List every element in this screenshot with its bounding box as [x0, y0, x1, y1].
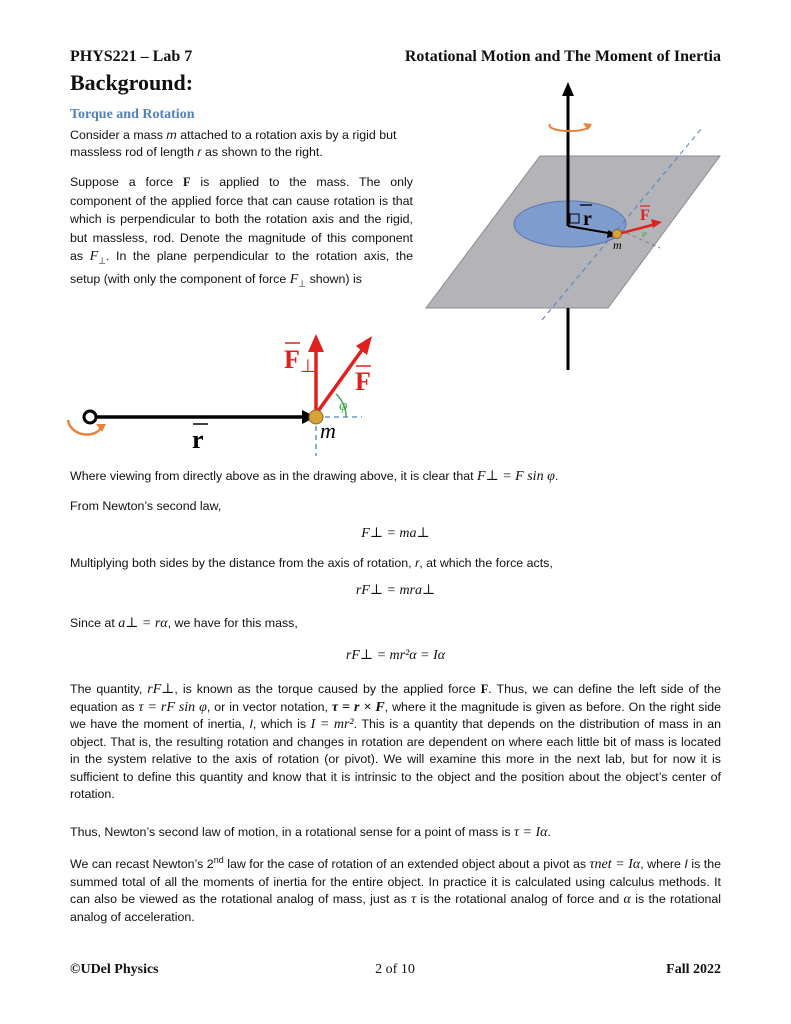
math-run: τ = Iα — [514, 825, 548, 840]
rotation-arrow-icon — [550, 124, 590, 131]
equation-2: rF⊥ = mra⊥ — [355, 583, 436, 598]
vector-F: F — [182, 175, 191, 189]
paragraph-multiply — [70, 555, 721, 572]
perp-subscript: ⊥ — [300, 356, 316, 376]
section-title: Background: — [70, 70, 194, 95]
text-run: is the summed total of all the moments of inertia for the entire object. In practice it is calculated using calculus methods. It can also be viewed as the rotational analog of mass, just as — [70, 857, 722, 907]
text-run: , at which the force acts, — [419, 556, 553, 570]
m-label-3d: m — [613, 238, 622, 252]
F-perp-label: F — [284, 345, 300, 374]
equation-1: F⊥ = ma⊥ — [361, 526, 430, 541]
text-run: The quantity, — [70, 682, 148, 696]
footer-right: Fall 2022 — [666, 962, 721, 977]
F-perp-arrowhead — [308, 334, 324, 352]
text-run: attached to a rotation axis by a rigid but massless rod of length — [70, 128, 397, 159]
math-run: F — [289, 271, 299, 287]
math-run: τnet = Iα — [589, 857, 641, 873]
text-run: . — [547, 825, 551, 839]
rotation-3d-figure — [420, 80, 730, 380]
text-run: , or in vector notation, — [206, 699, 332, 714]
r-label-3d: r — [583, 208, 592, 230]
paragraph-second-law — [70, 824, 721, 841]
math-run: τ = r × F — [331, 699, 385, 715]
text-run: . This is a quantity that depends on the distribution of mass in an object. That is, the resulting rotation and changes in rotation are dependent on where each little bit of mass is located in the system relative to the axis of rotation (or pivot). We will examine this more in the next lab, but for now it is sufficient to define this quantity and know that it is intrinsic to the object and the position about the object’s center of rotation. — [70, 717, 721, 801]
text-run: is applied to the mass. The only component of the applied force that can cause rotation is that which is perpendicular to both the rotation axis and the rigid, but massless, rod. Denote the magnitude of this component as — [70, 175, 414, 263]
phi-label-3d: φ — [642, 229, 647, 238]
text-run: We can recast Newton’s 2 — [70, 857, 214, 872]
vector-F: F — [480, 682, 489, 696]
text-run: . Thus, we can define the left side of the equation as — [70, 682, 722, 714]
text-run: , where — [640, 857, 685, 872]
text-run: Since at — [70, 616, 119, 630]
paragraph-torque — [70, 681, 721, 804]
text-run: as shown to the right. — [201, 145, 323, 159]
text-run: shown) is — [306, 271, 362, 286]
text-run: nd — [213, 855, 224, 865]
text-run: is the rotational analog of force and — [416, 892, 624, 907]
r-label-2d: r — [192, 425, 204, 454]
math-run: τ — [411, 892, 417, 908]
subsection-title: Torque and Rotation — [70, 107, 195, 122]
text-run: . — [554, 469, 559, 483]
text-run: , which is — [252, 717, 311, 731]
paragraph-newton: From Newton’s second law, — [70, 499, 222, 513]
text-run: Consider a mass — [70, 128, 167, 142]
text-run: ⊥ — [98, 255, 107, 266]
equation-3: rF⊥ = mr²α = Iα — [345, 648, 446, 663]
paragraph-since — [70, 615, 721, 632]
text-run: Where viewing from directly above as in the drawing above, it is clear that — [70, 469, 478, 483]
text-run: Suppose a force — [70, 175, 183, 189]
math-run: F — [89, 249, 99, 264]
text-run: . In the plane perpendicular to the rotation axis, the setup (with only the component of force — [70, 249, 413, 286]
text-run: , is known as the torque caused by the applied force — [174, 682, 481, 696]
text-run: r — [197, 145, 202, 159]
text-run: I — [249, 717, 253, 731]
pivot-point — [84, 411, 96, 423]
text-run: is the rotational analog of acceleration. — [70, 892, 721, 924]
text-run: r — [415, 556, 420, 570]
paragraph-intro — [70, 127, 413, 161]
F-label-3d: F — [640, 207, 650, 224]
text-run: I — [684, 857, 688, 872]
text-run: m — [166, 128, 177, 142]
math-run: F⊥ = F sin φ — [477, 469, 555, 484]
m-label-2d: m — [320, 418, 336, 443]
axis-arrowhead — [562, 82, 574, 96]
text-run: , where it the magnitude is given as before. On the right side we have the moment of inertia, — [70, 699, 722, 731]
footer-left: ©UDel Physics — [70, 962, 159, 977]
lab-title-header: Rotational Motion and The Moment of Inertia — [404, 48, 721, 65]
text-run: Thus, Newton’s second law of motion, in a rotational sense for a point of mass is — [70, 825, 514, 839]
math-run: rF⊥ — [147, 682, 175, 697]
math-run: I = mr² — [310, 717, 354, 732]
math-run: a⊥ = rα — [118, 616, 168, 631]
text-run: law for the case of rotation of an extended object about a pivot as — [223, 857, 590, 872]
paragraph-above-view — [70, 468, 721, 485]
torque-2d-figure — [60, 328, 380, 458]
paragraph-force — [70, 173, 413, 293]
math-run: α — [623, 892, 631, 908]
text-run: Multiplying both sides by the distance from the axis of rotation, — [70, 556, 416, 570]
rotation-disc — [514, 201, 626, 247]
F-label-2d: F — [355, 367, 371, 396]
text-run: , we have for this mass, — [167, 616, 298, 630]
page-number: 2 of 10 — [375, 962, 415, 977]
math-run: τ = rF sin φ — [138, 699, 207, 715]
course-header: PHYS221 – Lab 7 — [70, 48, 193, 65]
phi-label-2d: φ — [339, 398, 348, 414]
text-run: ⊥ — [298, 278, 307, 289]
paragraph-recast — [70, 852, 721, 926]
